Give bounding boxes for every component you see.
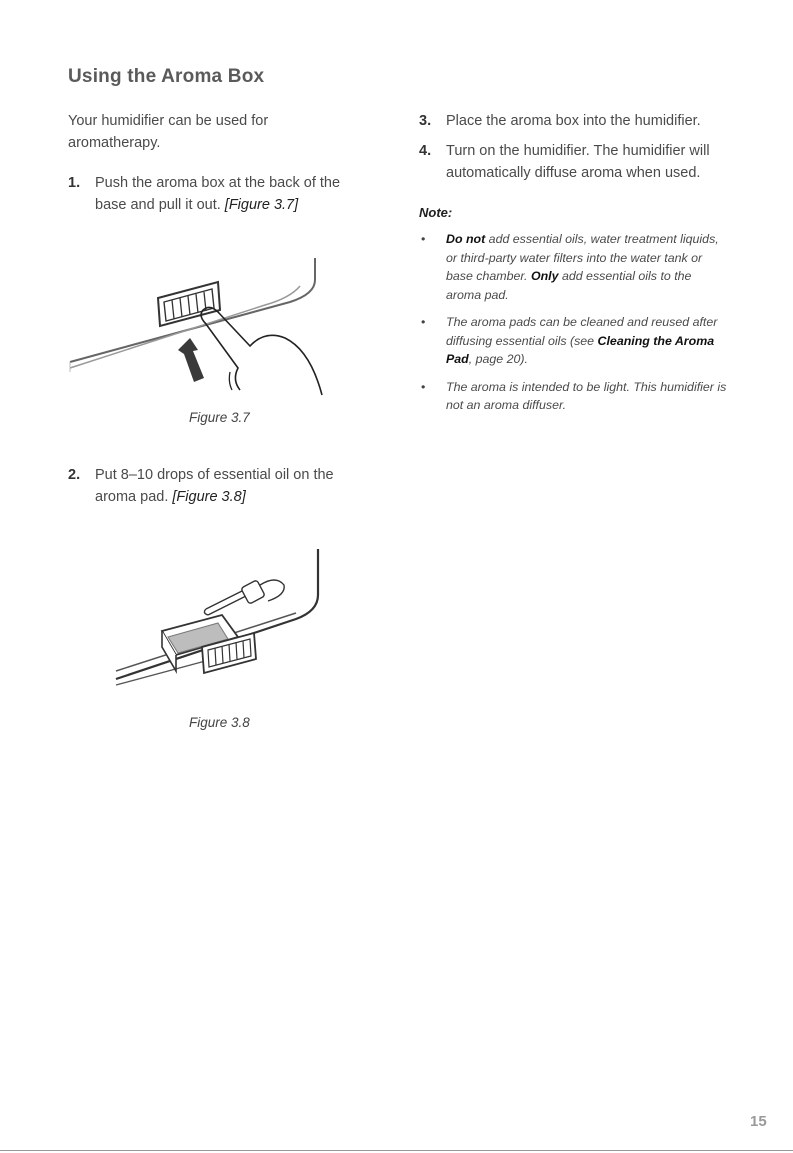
figure-3-7-caption: Figure 3.7 bbox=[189, 410, 250, 425]
intro-paragraph: Your humidifier can be used for aromatherapy. bbox=[68, 113, 269, 151]
note-item-3: • The aroma is intended to be light. This humidifier is not an aroma diffuser. bbox=[419, 378, 729, 415]
step-4-text: Turn on the humidifier. The humidifier will automatically diffuse aroma when used. bbox=[446, 143, 710, 181]
step-2-number: 2. bbox=[68, 467, 81, 483]
cleaning-link-text: Cleaning the Aroma Pad bbox=[446, 333, 715, 366]
figure-ref-3-7: [Figure 3.7] bbox=[224, 197, 299, 213]
note-title: Note: bbox=[419, 205, 453, 220]
note-list bbox=[419, 230, 729, 424]
step-2 bbox=[68, 464, 368, 508]
page-heading: Using the Aroma Box bbox=[68, 66, 265, 87]
figure-ref-3-8: [Figure 3.8] bbox=[172, 489, 246, 505]
step-1-number: 1. bbox=[68, 175, 81, 191]
figure-3-7-illustration bbox=[60, 250, 330, 400]
step-3-text: Place the aroma box into the humidifier. bbox=[446, 113, 701, 129]
bottom-rule bbox=[0, 1150, 793, 1151]
figure-3-8-illustration bbox=[110, 545, 330, 695]
step-1-text: Push the aroma box at the back of the base and pull it out. [Figure 3.7] bbox=[95, 175, 341, 213]
step-3-number: 3. bbox=[419, 113, 432, 129]
step-4-number: 4. bbox=[419, 143, 432, 159]
step-3 bbox=[419, 110, 729, 132]
note-item-1: • Do not add essential oils, water treatment liquids, or third-party water filters into the water tank or base chamber. Only add essential oils to the aroma pad. bbox=[419, 230, 729, 304]
page-number: 15 bbox=[750, 1113, 767, 1130]
aroma-box-shape bbox=[158, 282, 220, 326]
dropper-shape bbox=[204, 580, 284, 615]
note-item-2: • The aroma pads can be cleaned and reused after diffusing essential oils (see Cleaning the Aroma Pad, page 20). bbox=[419, 313, 729, 369]
figure-3-8-caption: Figure 3.8 bbox=[189, 715, 250, 730]
step-2-text: Put 8–10 drops of essential oil on the aroma pad. [Figure 3.8] bbox=[95, 467, 334, 505]
step-4 bbox=[419, 140, 729, 184]
step-1 bbox=[68, 172, 368, 216]
